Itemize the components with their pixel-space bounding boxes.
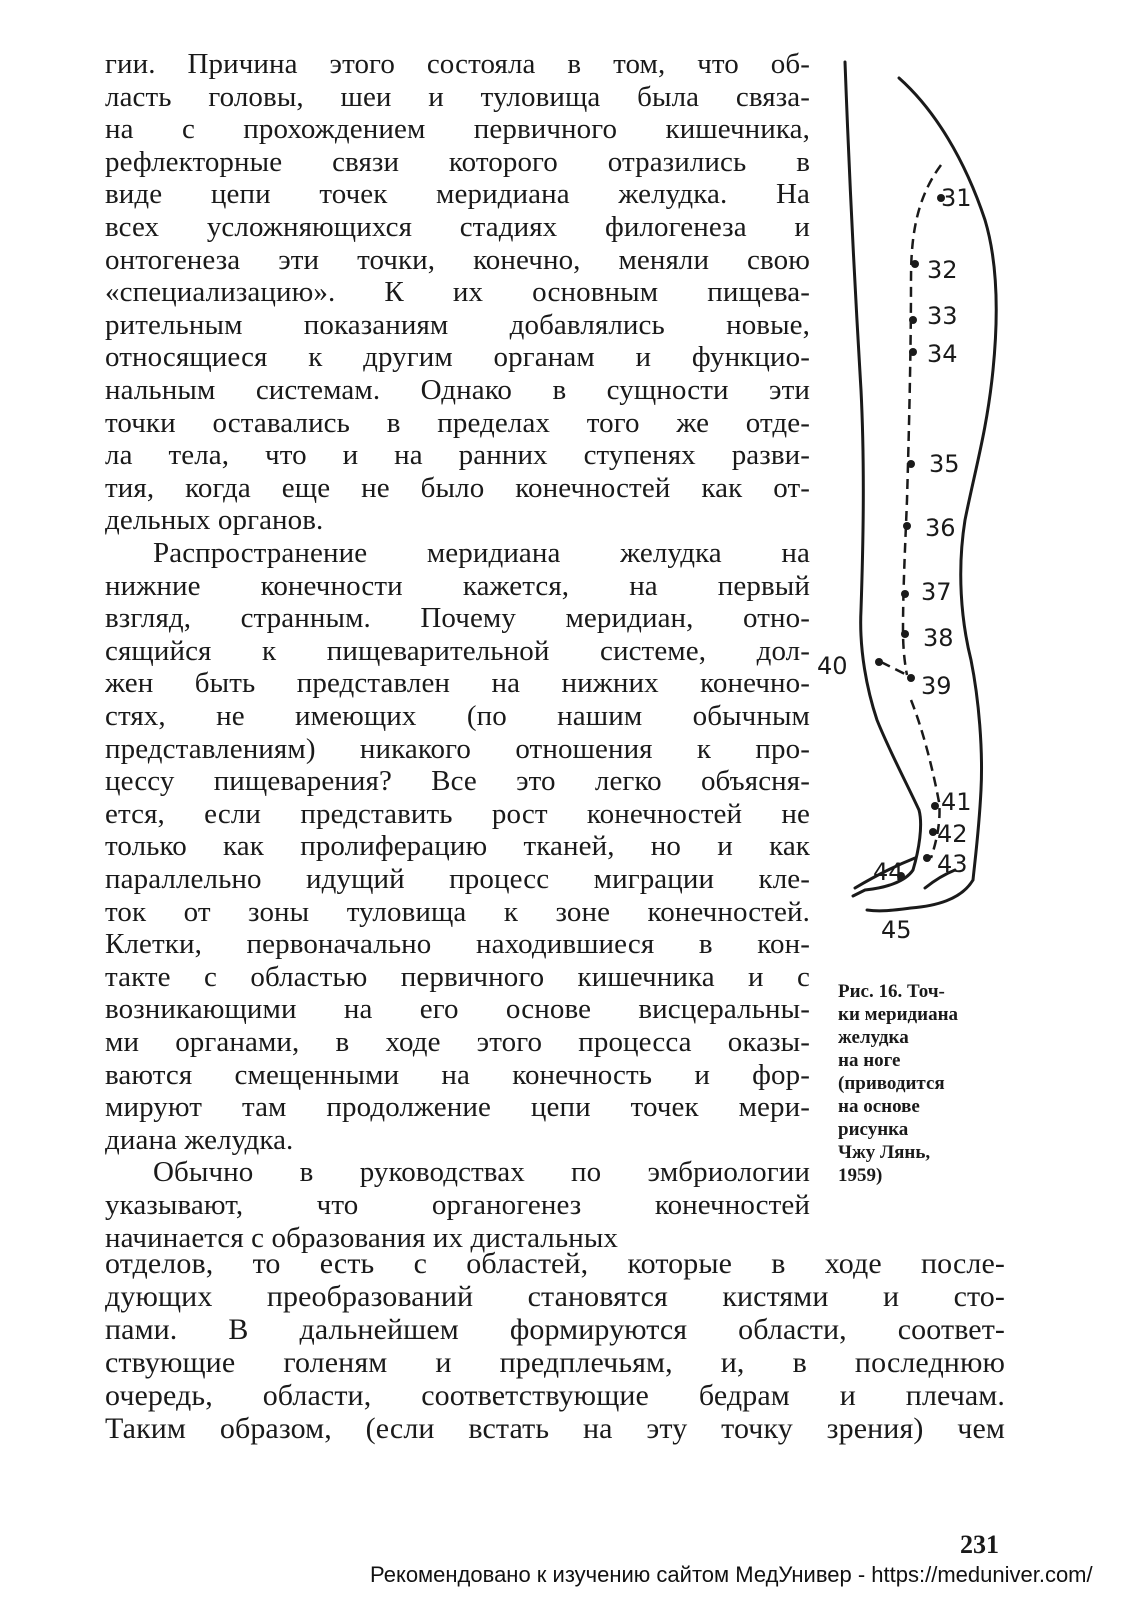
- page-number: 231: [960, 1530, 999, 1559]
- point-label-38: 38: [923, 624, 954, 652]
- text-line: цессу пищеварения? Все это легко объясня-: [105, 765, 810, 798]
- text-line: стях, не имеющих (по нашим обычным: [105, 700, 810, 732]
- footer-note: Рекомендовано к изучению сайтом МедУнивер - https://meduniver.com/: [370, 1562, 1093, 1587]
- text-line: рефлекторные связи которого отразились в: [105, 145, 810, 178]
- point-label-42: 42: [937, 820, 968, 848]
- point-label-34: 34: [927, 340, 958, 368]
- point-label-31: 31: [941, 184, 972, 212]
- text-line: на с прохождением первичного кишечника,: [105, 113, 810, 146]
- text-line: возникающими на его основе висцеральны-: [105, 993, 810, 1026]
- point-label-39: 39: [921, 672, 952, 700]
- text-line: ется, если представить рост конечностей не: [105, 797, 810, 830]
- text-line: Распространение меридиана желудка на: [153, 537, 810, 569]
- leg-outline: [845, 62, 996, 911]
- meridian-point-40: [875, 658, 883, 666]
- meridian-point-39: [907, 674, 915, 682]
- meridian-point-33: [909, 316, 917, 324]
- text-line: сящийся к пищеварительной системе, дол-: [105, 634, 810, 667]
- text-line: Таким образом, (если встать на эту точку зрения) чем: [105, 1412, 1005, 1445]
- point-label-40: 40: [817, 652, 848, 680]
- point-label-45: 45: [881, 916, 912, 944]
- text-line: ла тела, что и на ранних ступенях разви-: [105, 439, 810, 472]
- main-text-column: [105, 48, 810, 1254]
- text-line: отделов, то есть с областей, которые в ходе после-: [105, 1247, 1005, 1280]
- wide-text-block: [105, 1247, 1005, 1487]
- text-line: онтогенеза эти точки, конечно, меняли свою: [105, 243, 810, 276]
- point-label-32: 32: [927, 256, 958, 284]
- text-line: указывают, что органогенез конечностей: [105, 1189, 810, 1221]
- text-line: пами. В дальнейшем формируются области, соответ-: [105, 1313, 1005, 1346]
- caption-line: ки меридиана: [838, 1004, 959, 1025]
- text-line: нижние конечности кажется, на первый: [105, 569, 810, 602]
- meridian-point-37: [901, 590, 909, 598]
- leg-meridian-figure: [815, 50, 1020, 970]
- text-line: только как пролиферацию тканей, но и как: [105, 830, 810, 863]
- text-line: дующих преобразований становятся кистями и сто-: [105, 1280, 1005, 1313]
- text-line: ствующие голеням и предплечьям, и, в последнюю: [105, 1346, 1005, 1379]
- caption-line: рисунка: [838, 1119, 909, 1140]
- meridian-point-38: [901, 630, 909, 638]
- text-line: ваются смещенными на конечность и фор-: [105, 1058, 810, 1091]
- text-line: очередь, области, соответствующие бедрам и плечам.: [105, 1379, 1005, 1412]
- point-label-33: 33: [927, 302, 958, 330]
- text-line: рительным показаниям добавлялись новые,: [105, 308, 810, 341]
- meridian-point-32: [911, 260, 919, 268]
- text-line: такте с областью первичного кишечника и с: [105, 960, 810, 993]
- meridian-point-36: [903, 522, 911, 530]
- text-line: ми органами, в ходе этого процесса оказы-: [105, 1026, 810, 1058]
- text-line: Клетки, первоначально находившиеся в кон-: [105, 928, 810, 961]
- text-line: нальным системам. Однако в сущности эти: [105, 374, 810, 406]
- text-line: начинается с образования их дистальных: [105, 1221, 618, 1254]
- point-label-37: 37: [921, 578, 952, 606]
- meridian-point-41: [931, 802, 939, 810]
- text-line: ток от зоны туловища к зоне конечностей.: [105, 895, 810, 928]
- text-line: мируют там продолжение цепи точек мери-: [105, 1091, 810, 1124]
- text-line: ласть головы, шеи и туловища была связа-: [105, 80, 810, 113]
- caption-line: (приводится: [838, 1073, 945, 1094]
- caption-line: 1959): [838, 1165, 883, 1186]
- text-line: всех усложняющихся стадиях филогенеза и: [105, 211, 810, 243]
- text-line: тия, когда еще не было конечностей как от-: [105, 471, 810, 504]
- caption-line: желудка: [838, 1027, 909, 1048]
- caption-line: Чжу Лянь,: [838, 1142, 931, 1163]
- point-label-44: 44: [873, 858, 904, 886]
- meridian-point-42: [929, 828, 937, 836]
- text-line: «специализацию». К их основным пищева-: [105, 276, 810, 309]
- text-line: взгляд, странным. Почему меридиан, отно-: [105, 602, 810, 635]
- point-label-36: 36: [925, 514, 956, 542]
- point-label-43: 43: [937, 850, 968, 878]
- leg-drawing: [815, 50, 1020, 970]
- text-line: дельных органов.: [105, 504, 324, 537]
- text-line: параллельно идущий процесс миграции кле-: [105, 863, 810, 895]
- meridian-point-34: [909, 348, 917, 356]
- caption-line: на ноге: [838, 1050, 901, 1071]
- point-label-35: 35: [929, 450, 960, 478]
- text-line: виде цепи точек меридиана желудка. На: [105, 178, 810, 211]
- text-line: Обычно в руководствах по эмбриологии: [153, 1156, 810, 1189]
- text-line: относящиеся к другим органам и функцио-: [105, 341, 810, 374]
- text-line: гии. Причина этого состояла в том, что об-: [105, 48, 810, 80]
- text-line: точки оставались в пределах того же отде-: [105, 406, 810, 439]
- text-line: диана желудка.: [105, 1123, 294, 1156]
- caption-line: Рис. 16. Точ-: [838, 981, 945, 1002]
- figure-caption: [838, 980, 1023, 1187]
- text-line: представлениям) никакого отношения к про-: [105, 732, 810, 765]
- meridian-point-43: [923, 854, 931, 862]
- caption-line: на основе: [838, 1096, 920, 1117]
- text-line: жен быть представлен на нижних конечно-: [105, 667, 810, 700]
- meridian-point-labels: [817, 184, 972, 944]
- point-label-41: 41: [941, 788, 972, 816]
- meridian-point-35: [907, 460, 915, 468]
